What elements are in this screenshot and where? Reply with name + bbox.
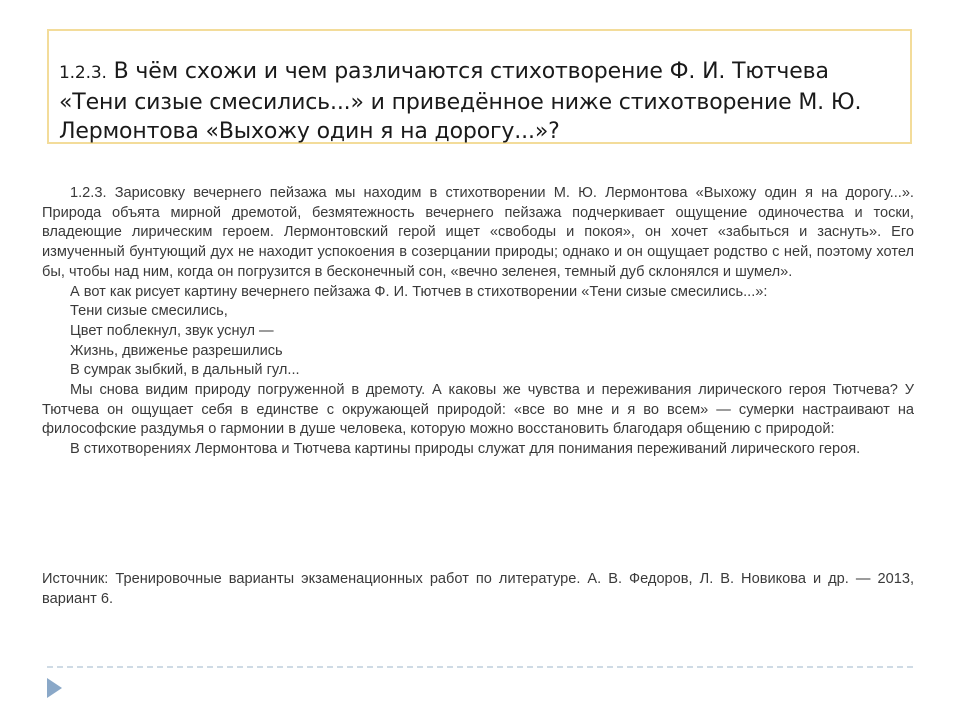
question-box xyxy=(47,29,912,144)
question-number: 1.2.3. xyxy=(59,63,107,83)
next-slide-arrow-icon[interactable] xyxy=(47,678,62,698)
poem-line: Цвет поблекнул, звук уснул — xyxy=(70,322,274,339)
footer-divider xyxy=(47,666,913,668)
question-body: В чём схожи и чем различаются стихотворение Ф. И. Тютчева «Тени сизые смесились...» и приведённое ниже стихотворение М. Ю. Лермонтова «Выхожу один я на дорогу...»? xyxy=(59,59,862,144)
poem-line: Тени сизые смесились, xyxy=(70,303,228,320)
answer-paragraph: 1.2.3. Зарисовку вечернего пейзажа мы находим в стихотворении М. Ю. Лермонтова «Выхожу один я на дорогу...». Природа объята мирной дремотой, безмятежность вечернего пейзажа подчеркивает ощущение одиночества и тоски, владеющие лирическим героем. Лермонтовский герой ищет «свободы и покоя», он хочет «забыться и заснуть». Его измученный бунтующий дух не находит успокоения в созерцании природы; однако и он ощущает родство с ней, поэтому хотел бы, чтобы над ним, когда он погрузится в бесконечный сон, «вечно зеленея, темный дуб склонялся и шумел». xyxy=(42,185,914,280)
source-citation: Источник: Тренировочные варианты экзаменационных работ по литературе. А. В. Федоров, Л. В. Новикова и др. — 2013, вариант 6. xyxy=(42,571,914,607)
poem-line: Жизнь, движенье разрешились xyxy=(70,342,283,359)
answer-paragraph: Мы снова видим природу погруженной в дремоту. А каковы же чувства и переживания лирического героя Тютчева? У Тютчева он ощущает себя в единстве с окружающей природой: «все во мне и я во всем» — сумерки настраивают на философские раздумья о гармонии в душе человека, которую можно восстановить благодаря общению с природой: xyxy=(42,382,914,438)
question-text xyxy=(59,57,900,146)
answer-paragraph: В стихотворениях Лермонтова и Тютчева картины природы служат для понимания переживаний лирического героя. xyxy=(70,441,861,458)
poem-line: В сумрак зыбкий, в дальный гул... xyxy=(70,362,300,379)
answer-text-block xyxy=(42,184,914,460)
answer-paragraph: А вот как рисует картину вечернего пейзажа Ф. И. Тютчев в стихотворении «Тени сизые смесились...»: xyxy=(70,283,768,300)
